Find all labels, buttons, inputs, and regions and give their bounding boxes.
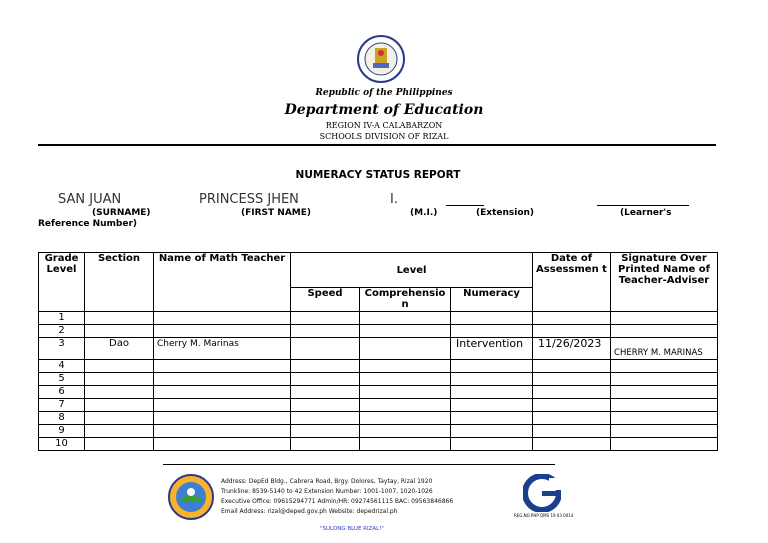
cell-grade: 4 xyxy=(39,360,85,373)
cell-signature xyxy=(611,373,718,386)
cell-speed xyxy=(291,425,360,438)
cell-signature xyxy=(611,438,718,451)
table-row xyxy=(39,386,718,399)
cell-numeracy xyxy=(451,399,533,412)
header-section: Section xyxy=(85,253,154,312)
first-name-label: (FIRST NAME) xyxy=(241,208,312,218)
cell-speed xyxy=(291,399,360,412)
table-row xyxy=(39,412,718,425)
header-speed: Speed xyxy=(291,288,360,312)
cell-date xyxy=(533,425,611,438)
lrn-label: (Learner's xyxy=(620,208,672,218)
cell-comprehension xyxy=(360,425,451,438)
certification-number: REG.NO.PHP QMS 19 03 0014 xyxy=(514,513,574,518)
department-heading: Department of Education xyxy=(284,102,484,118)
cell-date xyxy=(533,373,611,386)
footer-executive: Executive Office: 09615294771 Admin/HR: 09274561115 BAC: 09563846866 xyxy=(221,498,454,505)
cell-grade: 8 xyxy=(39,412,85,425)
cell-signature xyxy=(611,312,718,325)
cell-speed xyxy=(291,412,360,425)
header-teacher: Name of Math Teacher xyxy=(154,253,291,312)
cell-teacher: Cherry M. Marinas xyxy=(154,338,291,360)
cell-grade: 10 xyxy=(39,438,85,451)
cell-teacher xyxy=(154,425,291,438)
cell-speed xyxy=(291,325,360,338)
cell-comprehension xyxy=(360,438,451,451)
cell-signature xyxy=(611,412,718,425)
table-row xyxy=(39,312,718,325)
extension-line xyxy=(446,205,484,206)
table-row xyxy=(39,438,718,451)
cell-numeracy xyxy=(451,386,533,399)
cell-comprehension xyxy=(360,338,451,360)
header-numeracy: Numeracy xyxy=(451,288,533,312)
cell-teacher xyxy=(154,312,291,325)
cell-speed xyxy=(291,438,360,451)
cell-date xyxy=(533,438,611,451)
cell-grade: 9 xyxy=(39,425,85,438)
cell-section xyxy=(85,325,154,338)
footer-trunkline: Trunkline: 8539-5140 to 42 Extension Number: 1001-1007, 1020-1026 xyxy=(221,488,433,495)
cell-section: Dao xyxy=(85,338,154,360)
lrn-line xyxy=(597,205,689,206)
cell-comprehension xyxy=(360,399,451,412)
learner-surname: SAN JUAN xyxy=(58,192,122,207)
header-level: Level xyxy=(291,253,533,288)
table-row xyxy=(39,399,718,412)
learner-mi: I. xyxy=(390,192,398,207)
division-heading: SCHOOLS DIVISION OF RIZAL xyxy=(319,132,449,141)
cell-grade: 6 xyxy=(39,386,85,399)
cell-section xyxy=(85,399,154,412)
header-date: Date of Assessmen t xyxy=(533,253,611,312)
cell-section xyxy=(85,386,154,399)
cell-comprehension xyxy=(360,386,451,399)
cell-signature xyxy=(611,399,718,412)
cell-numeracy: Intervention xyxy=(451,338,533,360)
republic-heading: Republic of the Philippines xyxy=(315,88,453,98)
region-heading: REGION IV-A CALABARZON xyxy=(325,121,443,130)
header-comprehension: Comprehensio n xyxy=(360,288,451,312)
cell-teacher xyxy=(154,399,291,412)
cell-section xyxy=(85,360,154,373)
cell-numeracy xyxy=(451,412,533,425)
table-row xyxy=(39,338,718,360)
mi-label: (M.I.) xyxy=(410,208,438,218)
footer-slogan: "SULONG BLUE RIZAL!" xyxy=(320,526,384,532)
cell-signature xyxy=(611,325,718,338)
cell-comprehension xyxy=(360,360,451,373)
cell-comprehension xyxy=(360,312,451,325)
cell-numeracy xyxy=(451,325,533,338)
cell-comprehension xyxy=(360,325,451,338)
surname-label: (SURNAME) xyxy=(92,208,151,218)
header-signature: Signature Over Printed Name of Teacher-Adviser xyxy=(611,253,718,312)
cell-numeracy xyxy=(451,438,533,451)
cell-grade: 1 xyxy=(39,312,85,325)
cell-comprehension xyxy=(360,412,451,425)
table-row xyxy=(39,373,718,386)
division-logo xyxy=(168,474,214,520)
cell-signature: CHERRY M. MARINAS xyxy=(611,338,718,360)
footer-divider xyxy=(163,464,555,465)
cell-teacher xyxy=(154,325,291,338)
cell-date xyxy=(533,386,611,399)
cell-numeracy xyxy=(451,360,533,373)
cell-speed xyxy=(291,338,360,360)
cell-numeracy xyxy=(451,373,533,386)
cell-teacher xyxy=(154,360,291,373)
deped-seal-logo xyxy=(357,35,405,83)
lrn-label-continued: Reference Number) xyxy=(38,219,137,229)
cell-speed xyxy=(291,360,360,373)
cell-date xyxy=(533,325,611,338)
table-row xyxy=(39,425,718,438)
cell-teacher xyxy=(154,412,291,425)
extension-label: (Extension) xyxy=(476,208,535,218)
footer-address: Address: DepEd Bldg., Cabrera Road, Brgy. Dolores, Taytay, Rizal 1920 xyxy=(221,478,433,485)
cell-section xyxy=(85,312,154,325)
cell-date: 11/26/2023 xyxy=(533,338,611,360)
learner-first-name: PRINCESS JHEN xyxy=(199,192,299,207)
cell-teacher xyxy=(154,386,291,399)
certification-logo xyxy=(523,474,561,512)
cell-grade: 7 xyxy=(39,399,85,412)
cell-comprehension xyxy=(360,373,451,386)
footer-email: Email Address: rizal@deped.gov.ph Website: depedrizal.ph xyxy=(221,508,398,515)
numeracy-table xyxy=(38,252,718,451)
cell-grade: 5 xyxy=(39,373,85,386)
cell-teacher xyxy=(154,438,291,451)
cell-grade: 2 xyxy=(39,325,85,338)
cell-signature xyxy=(611,360,718,373)
cell-date xyxy=(533,312,611,325)
cell-section xyxy=(85,438,154,451)
cell-teacher xyxy=(154,373,291,386)
header-grade-level: Grade Level xyxy=(39,253,85,312)
cell-grade: 3 xyxy=(39,338,85,360)
cell-date xyxy=(533,412,611,425)
cell-section xyxy=(85,425,154,438)
table-row xyxy=(39,325,718,338)
cell-section xyxy=(85,412,154,425)
cell-speed xyxy=(291,386,360,399)
report-title: NUMERACY STATUS REPORT xyxy=(295,169,461,181)
cell-speed xyxy=(291,373,360,386)
cell-section xyxy=(85,373,154,386)
cell-date xyxy=(533,360,611,373)
cell-speed xyxy=(291,312,360,325)
cell-signature xyxy=(611,386,718,399)
cell-signature xyxy=(611,425,718,438)
cell-numeracy xyxy=(451,425,533,438)
table-row xyxy=(39,360,718,373)
header-divider xyxy=(38,144,716,146)
cell-date xyxy=(533,399,611,412)
cell-numeracy xyxy=(451,312,533,325)
